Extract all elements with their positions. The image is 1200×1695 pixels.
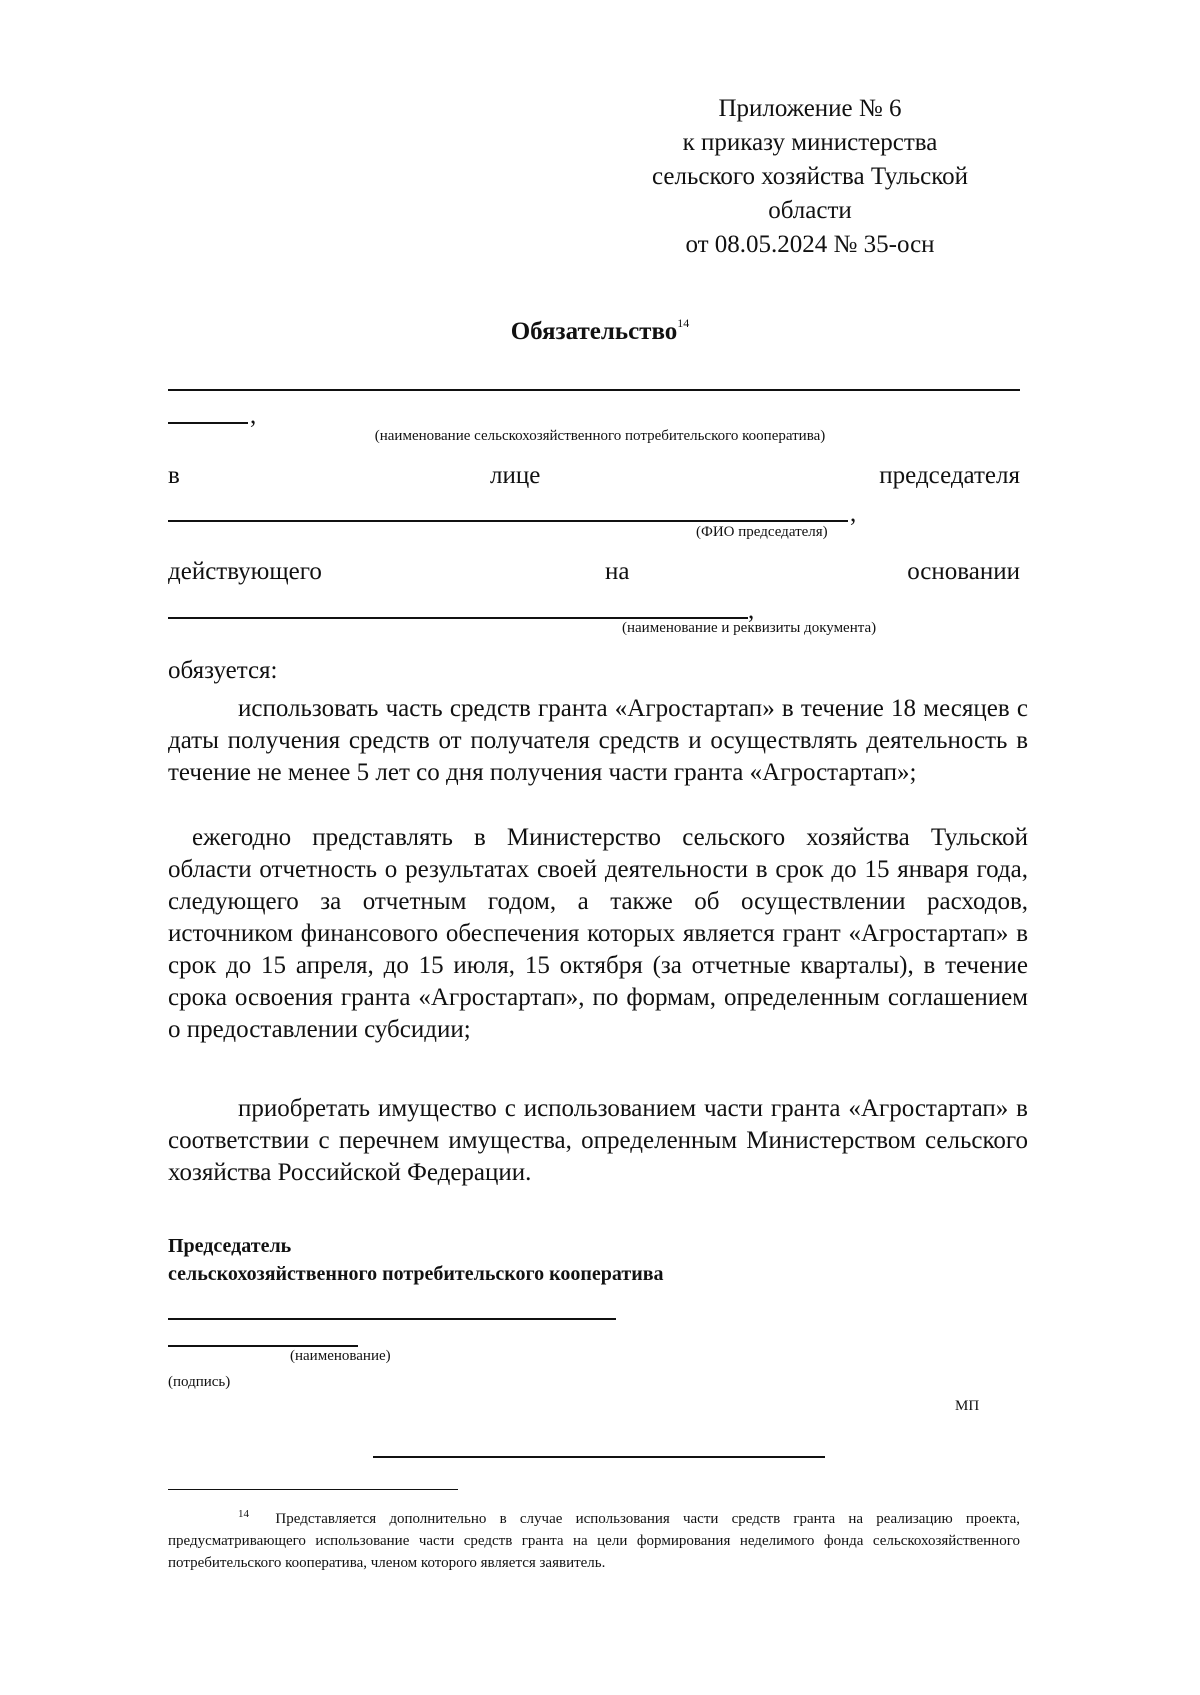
caption-coop: (наименование сельскохозяйственного потребительского кооператива) bbox=[374, 428, 826, 444]
comma-1: , bbox=[250, 402, 257, 429]
footnote-divider bbox=[168, 1489, 458, 1490]
signer-role-1: Председатель bbox=[168, 1235, 292, 1257]
obligation-paragraph-2: ежегодно представлять в Министерство сельского хозяйства Тульской области отчетность о результатах своей деятельности в срок до 15 января года, следующего за отчетным годом, а также об осуществлении расходов, источником финансового обеспечения которых является грант «Агростартап» в срок до 15 апреля, до 15 июля, 15 октября (за отчетные кварталы), в течение срока освоения гранта «Агростартап», по формам, определенным соглашением о предоставлении субсидии; bbox=[168, 824, 1028, 1043]
signature-line bbox=[168, 1345, 358, 1347]
word-chairman: председателя bbox=[879, 462, 1020, 489]
appendix-number: Приложение № 6 bbox=[718, 95, 902, 122]
word-on: на bbox=[605, 558, 630, 585]
caption-document: (наименование и реквизиты документа) bbox=[622, 620, 877, 636]
stamp-label: МП bbox=[955, 1398, 980, 1414]
title-footnote-ref: 14 bbox=[677, 316, 690, 330]
caption-name: (наименование) bbox=[290, 1348, 391, 1364]
obligation-paragraph-3: приобретать имущество с использованием части гранта «Агростартап» в соответствии с перечнем имущества, определенным Министерством сельского хозяйства Российской Федерации. bbox=[168, 1095, 1028, 1186]
word-acting: действующего bbox=[168, 558, 322, 585]
coop-name-line bbox=[168, 389, 1020, 391]
comma-2: , bbox=[850, 500, 857, 527]
obligates-label: обязуется: bbox=[168, 657, 278, 684]
document-line bbox=[168, 617, 748, 619]
coop-name-line-short bbox=[168, 422, 248, 424]
footnote-number: 14 bbox=[238, 1508, 249, 1520]
footnote-text: Представляется дополнительно в случае использования части средств гранта на реализацию проекта, предусматривающего использование части средств гранта на цели формирования неделимого фонда сельскохозяйственного потребительского кооператива, членом которого является заявитель. bbox=[168, 1511, 1021, 1571]
word-in: в bbox=[168, 462, 180, 489]
order-reference: к приказу министерства bbox=[682, 129, 938, 156]
fio-line bbox=[168, 520, 848, 522]
document-title-text: Обязательство bbox=[510, 318, 678, 345]
document-title bbox=[0, 316, 1200, 346]
obligation-paragraph-1: использовать часть средств гранта «Агростартап» в течение 18 месяцев с даты получения средств от получателя средств и осуществлять деятельность в течение не менее 5 лет со дня получения части гранта «Агростартап»; bbox=[168, 695, 1028, 786]
region-name: области bbox=[768, 197, 852, 224]
signer-org-line bbox=[168, 1318, 616, 1320]
caption-fio: (ФИО председателя) bbox=[696, 524, 828, 540]
comma-3: , bbox=[748, 597, 755, 624]
signer-role-2: сельскохозяйственного потребительского кооператива bbox=[168, 1263, 664, 1285]
word-person: лице bbox=[490, 462, 541, 489]
ministry-name: сельского хозяйства Тульской bbox=[651, 163, 969, 190]
separator-line bbox=[373, 1456, 825, 1458]
caption-signature: (подпись) bbox=[168, 1374, 231, 1390]
order-date-number: от 08.05.2024 № 35-осн bbox=[685, 231, 935, 258]
footnote bbox=[168, 1503, 1020, 1574]
word-basis: основании bbox=[907, 558, 1020, 585]
